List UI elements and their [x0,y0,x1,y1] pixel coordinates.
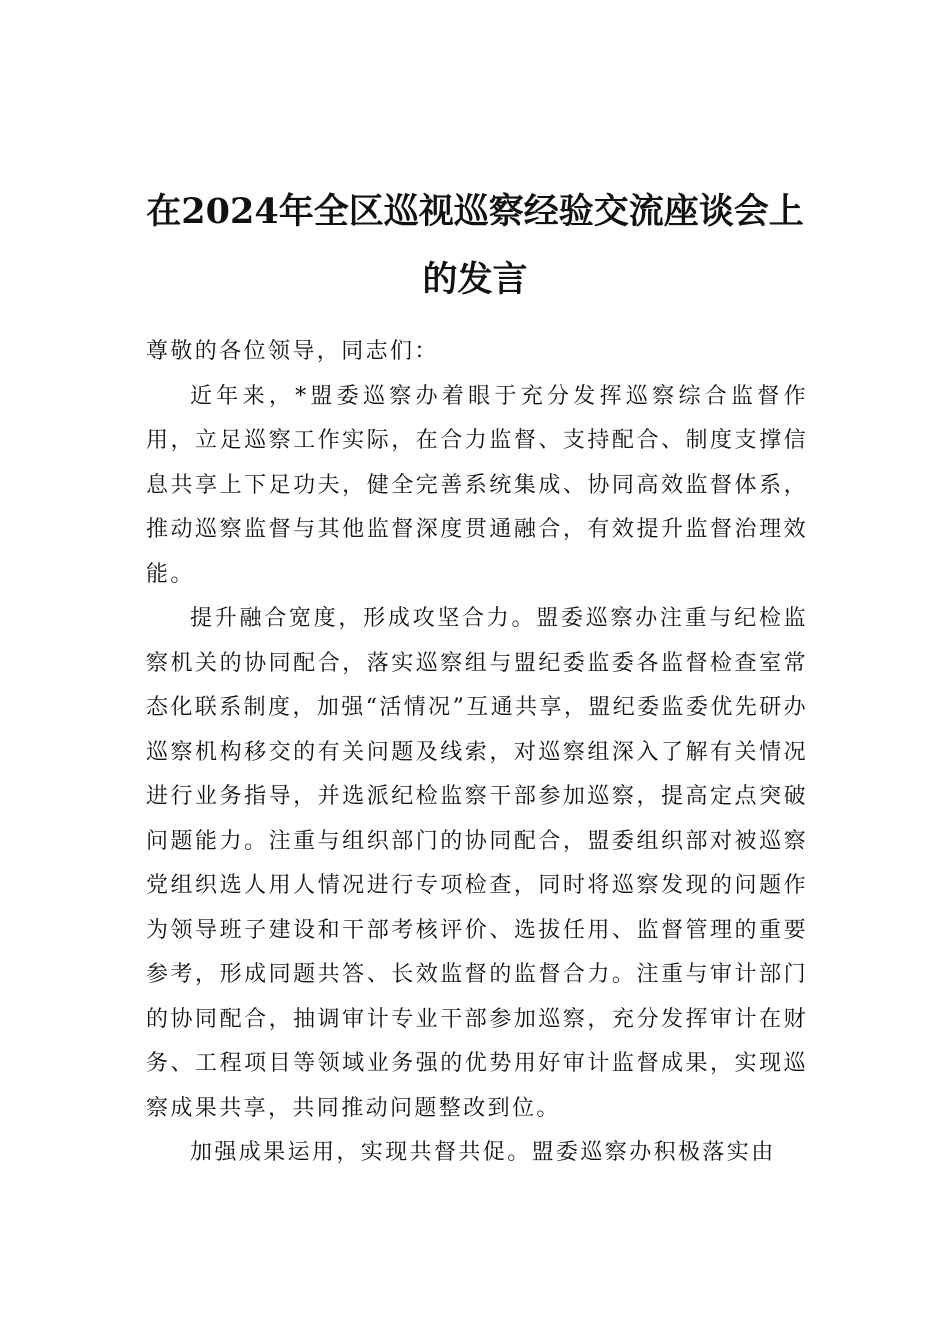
salutation: 尊敬的各位领导，同志们： [146,339,439,364]
title-line-2: 的发言 [422,259,528,301]
document-title [120,178,830,314]
document-body [146,330,808,1176]
paragraph-intro: 近年来，*盟委巡察办着眼于充分发挥巡察综合监督作用，立足巡察工作实际，在合力监督、支持配合、制度支撑信息共享上下足功夫，健全完善系统集成、协同高效监督体系，推动巡察监督与其他监督深度贯通融合，有效提升监督治理效能。 [146,383,808,587]
paragraph-results: 加强成果运用，实现共督共促。盟委巡察办积极落实由 [190,1140,776,1165]
paragraph-integration: 提升融合宽度，形成攻坚合力。盟委巡察办注重与纪检监察机关的协同配合，落实巡察组与盟纪委监委各监督检查室常态化联系制度，加强“活情况”互通共享，盟纪委监委优先研办巡察机构移交的有关问题及线索，对巡察组深入了解有关情况进行业务指导，并选派纪检监察干部参加巡察，提高定点突破问题能力。注重与组织部门的协同配合，盟委组织部对被巡察党组织选人用人情况进行专项检查，同时将巡察发现的问题作为领导班子建设和干部考核评价、选拔任用、监督管理的重要参考，形成同题共答、长效监督的监督合力。注重与审计部门的协同配合，抽调审计专业干部参加巡察，充分发挥审计在财务、工程项目等领域业务强的优势用好审计监督成果，实现巡察成果共享，共同推动问题整改到位。 [146,606,808,1121]
title-line-1: 在2024年全区巡视巡察经验交流座谈会上 [146,191,804,233]
